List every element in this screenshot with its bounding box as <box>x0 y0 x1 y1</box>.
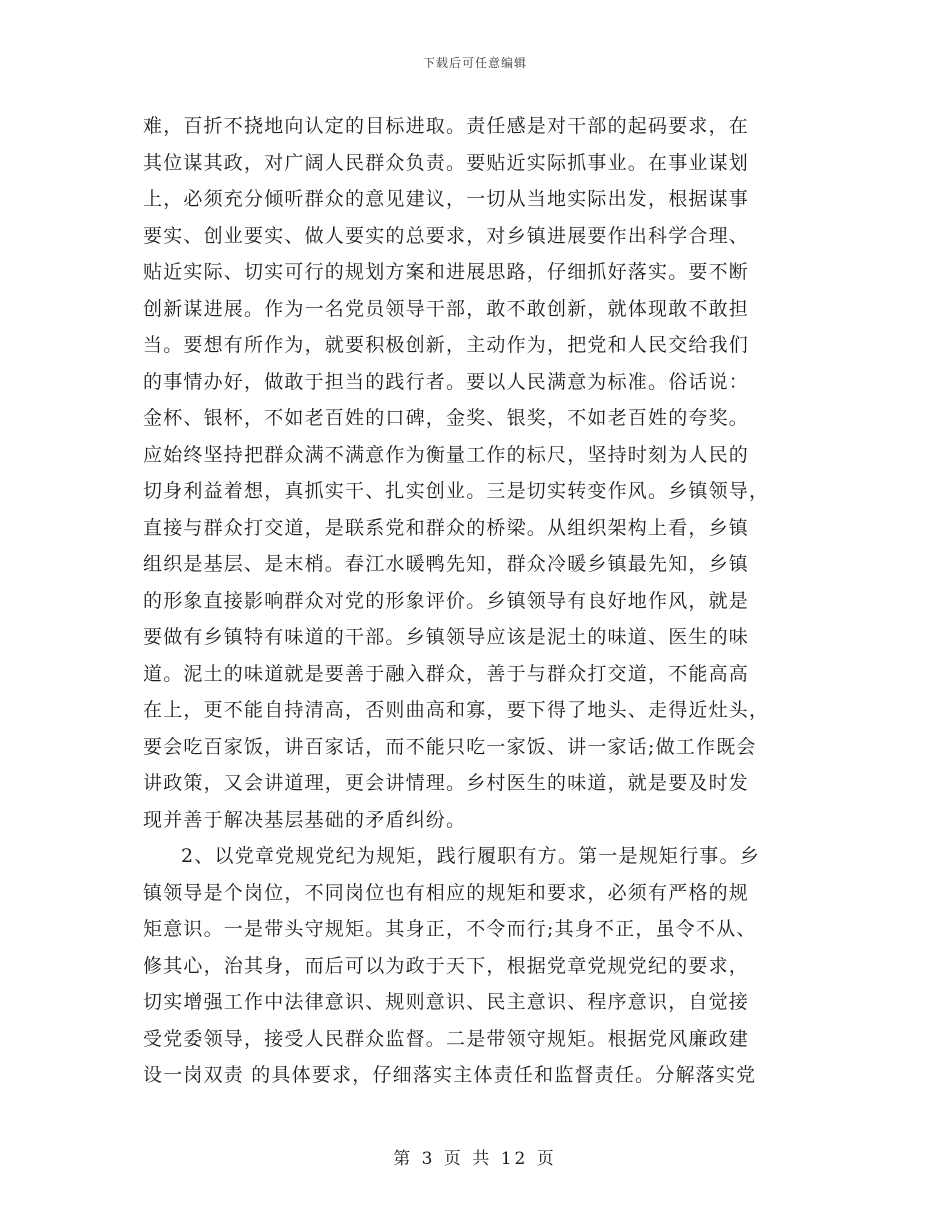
body-line: 贴近实际、切实可行的规划方案和进展思路，仔细抓好落实。要不断 <box>143 261 750 283</box>
body-line: 设一岗双责 的具体要求，仔细落实主体责任和监督责任。分解落实党 <box>143 1064 757 1086</box>
body-line: 切实增强工作中法律意识、规则意识、民主意识、程序意识，自觉接 <box>143 991 750 1013</box>
body-line: 在上，更不能自持清高，否则曲高和寡，要下得了地头、走得近灶头， <box>143 699 770 721</box>
body-line: 要会吃百家饭，讲百家话，而不能只吃一家饭、讲一家话;做工作既会 <box>143 735 757 758</box>
header-note: 下载后可任意编辑 <box>422 56 527 70</box>
body-line: 的事情办好，做敢于担当的践行者。要以人民满意为标准。俗话说： <box>143 370 750 393</box>
body-line: 受党委领导，接受人民群众监督。二是带领守规矩。根据党风廉政建 <box>143 1027 750 1050</box>
body-line: 道。泥土的味道就是要善于融入群众，善于与群众打交道，不能高高 <box>143 662 750 685</box>
body-line: 直接与群众打交道，是联系党和群众的桥梁。从组织架构上看，乡镇 <box>143 516 750 539</box>
page-footer <box>0 1144 950 1169</box>
body-line: 现并善于解决基层基础的矛盾纠纷。 <box>143 808 467 831</box>
paragraph-start-line: 2、以党章党规党纪为规矩，践行履职有方。第一是规矩行事。乡 <box>181 845 760 867</box>
body-line: 难，百折不挠地向认定的目标进取。责任感是对干部的起码要求，在 <box>143 115 750 137</box>
body-line: 修其心，治其身，而后可以为政于天下，根据党章党规党纪的要求， <box>143 954 750 977</box>
body-line: 组织是基层、是末梢。春江水暖鸭先知，群众冷暖乡镇最先知，乡镇 <box>143 553 750 575</box>
body-line: 镇领导是个岗位，不同岗位也有相应的规矩和要求，必须有严格的规 <box>143 881 750 904</box>
body-line: 创新谋进展。作为一名党员领导干部，敢不敢创新，就体现敢不敢担 <box>143 297 750 320</box>
body-line: 切身利益着想，真抓实干、扎实创业。三是切实转变作风。乡镇领导， <box>143 480 770 502</box>
body-line: 应始终坚持把群众满不满意作为衡量工作的标尺，坚持时刻为人民的 <box>143 443 750 466</box>
body-line: 当。要想有所作为，就要积极创新，主动作为，把党和人民交给我们 <box>143 334 750 356</box>
body-line: 要做有乡镇特有味道的干部。乡镇领导应该是泥土的味道、医生的味 <box>143 626 750 648</box>
body-line: 要实、创业要实、做人要实的总要求，对乡镇进展要作出科学合理、 <box>143 224 750 247</box>
page-number-label: 第 3 页 共 12 页 <box>393 1149 557 1169</box>
body-line: 金杯、银杯，不如老百姓的口碑，金奖、银奖，不如老百姓的夸奖。 <box>143 407 750 429</box>
body-line: 矩意识。一是带头守规矩。其身正，不令而行;其身不正，虽令不从、 <box>143 918 757 940</box>
body-line: 其位谋其政，对广阔人民群众负责。要贴近实际抓事业。在事业谋划 <box>143 151 750 174</box>
body-line: 上，必须充分倾听群众的意见建议，一切从当地实际出发，根据谋事 <box>143 188 750 210</box>
document-body <box>143 108 807 1094</box>
body-line: 的形象直接影响群众对党的形象评价。乡镇领导有良好地作风，就是 <box>143 589 750 612</box>
body-line: 讲政策，又会讲道理，更会讲情理。乡村医生的味道，就是要及时发 <box>143 772 750 794</box>
